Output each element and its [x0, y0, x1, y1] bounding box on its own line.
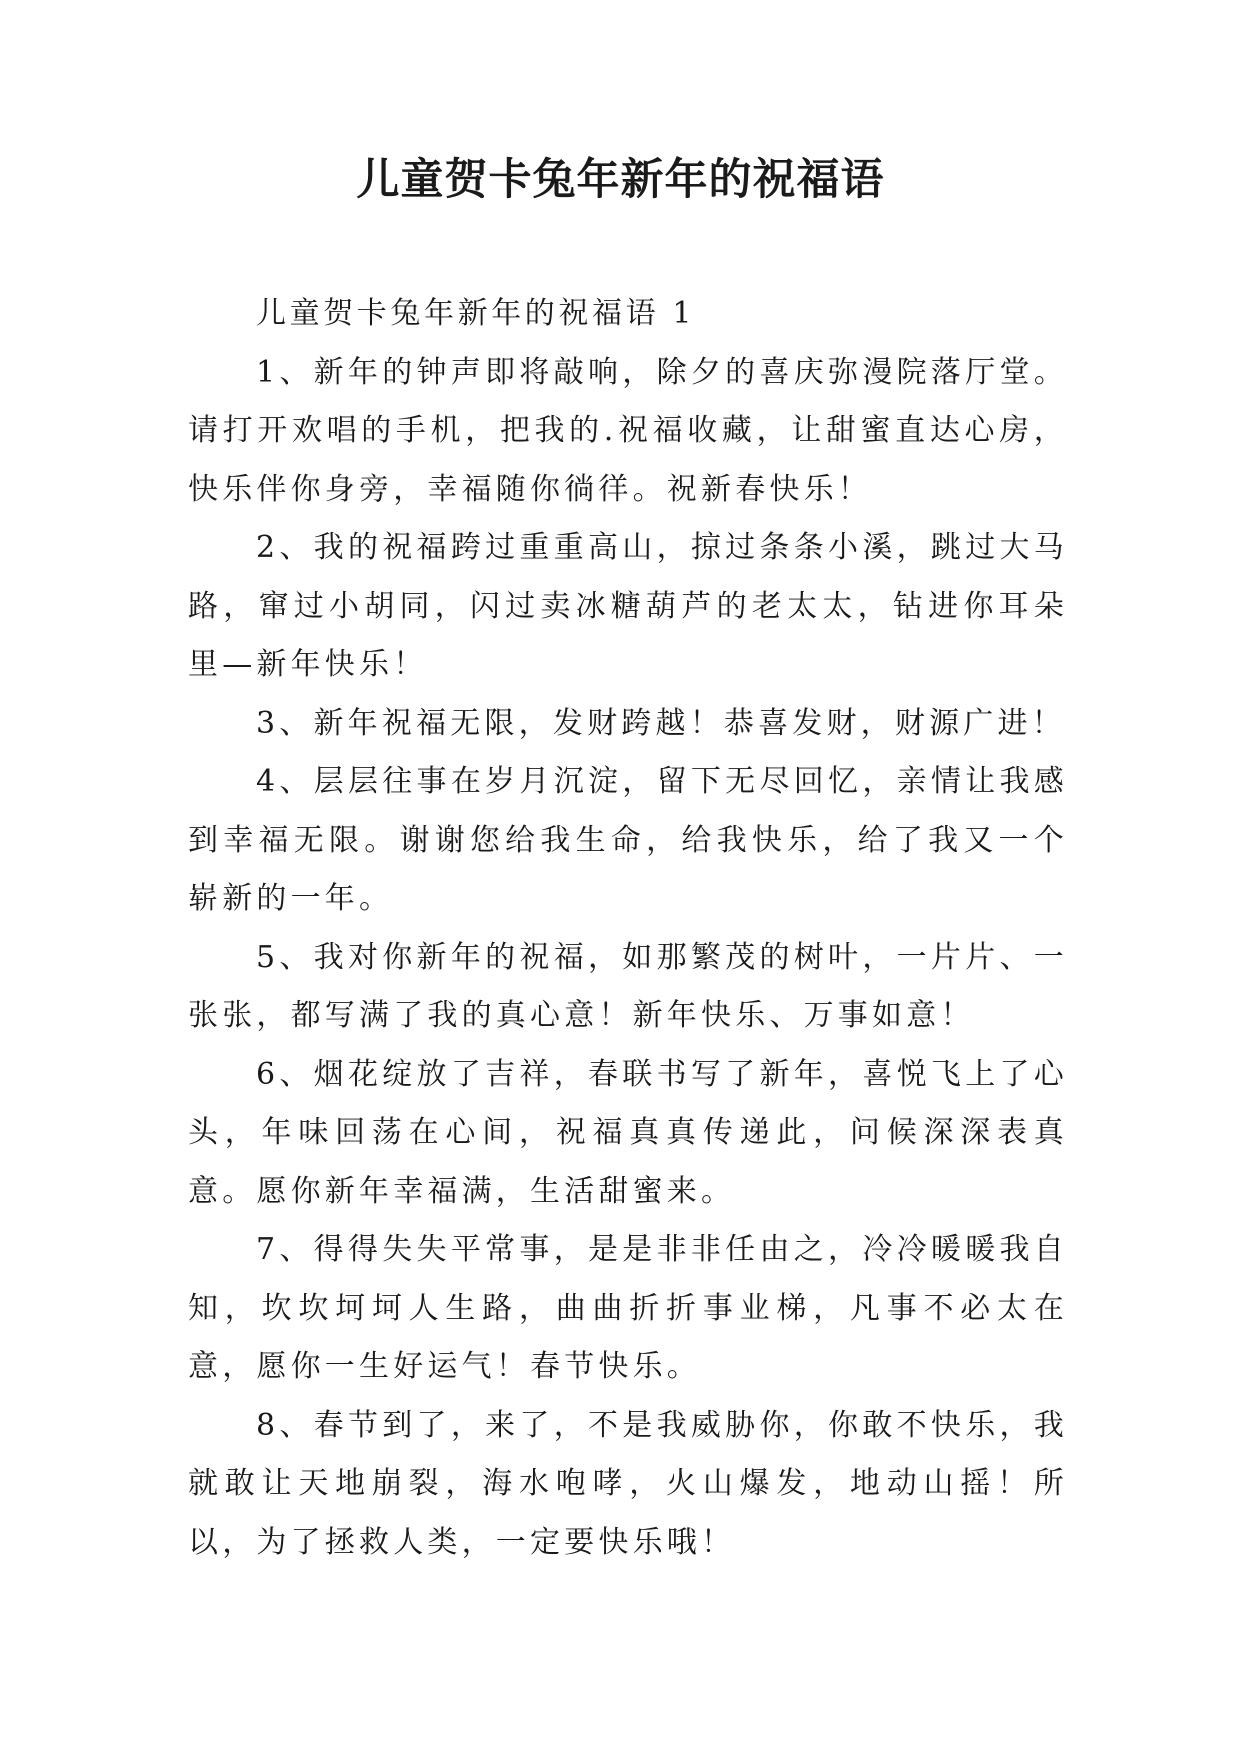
greeting-paragraph-2: 2、我的祝福跨过重重高山，掠过条条小溪，跳过大马路，窜过小胡同，闪过卖冰糖葫芦的老太太，钻进你耳朵里—新年快乐！	[188, 530, 1068, 682]
greeting-paragraph-7: 7、得得失失平常事，是是非非任由之，冷冷暖暖我自知，坎坎坷坷人生路，曲曲折折事业梯，凡事不必太在意，愿你一生好运气！春节快乐。	[188, 1232, 1068, 1384]
document-body	[188, 285, 1068, 1572]
section-heading: 儿童贺卡兔年新年的祝福语 1	[256, 296, 696, 331]
greeting-paragraph-5: 5、我对你新年的祝福，如那繁茂的树叶，一片片、一张张，都写满了我的真心意！新年快乐、万事如意！	[188, 939, 1068, 1033]
greeting-paragraph-3: 3、新年祝福无限，发财跨越！恭喜发财，财源广进！	[256, 705, 1066, 741]
greeting-paragraph-8: 8、春节到了，来了，不是我威胁你，你敢不快乐，我就敢让天地崩裂，海水咆哮，火山爆发，地动山摇！所以，为了拯救人类，一定要快乐哦！	[188, 1407, 1068, 1560]
greeting-paragraph-1: 1、新年的钟声即将敲响，除夕的喜庆弥漫院落厅堂。请打开欢唱的手机，把我的.祝福收藏，让甜蜜直达心房，快乐伴你身旁，幸福随你徜徉。祝新春快乐！	[188, 354, 1068, 507]
greeting-paragraph-6: 6、烟花绽放了吉祥，春联书写了新年，喜悦飞上了心头，年味回荡在心间，祝福真真传递此，问候深深表真意。愿你新年幸福满，生活甜蜜来。	[188, 1056, 1068, 1209]
greeting-paragraph-4: 4、层层往事在岁月沉淀，留下无尽回忆，亲情让我感到幸福无限。谢谢您给我生命，给我快乐，给了我又一个崭新的一年。	[188, 764, 1068, 916]
document-title: 儿童贺卡兔年新年的祝福语	[356, 155, 885, 205]
